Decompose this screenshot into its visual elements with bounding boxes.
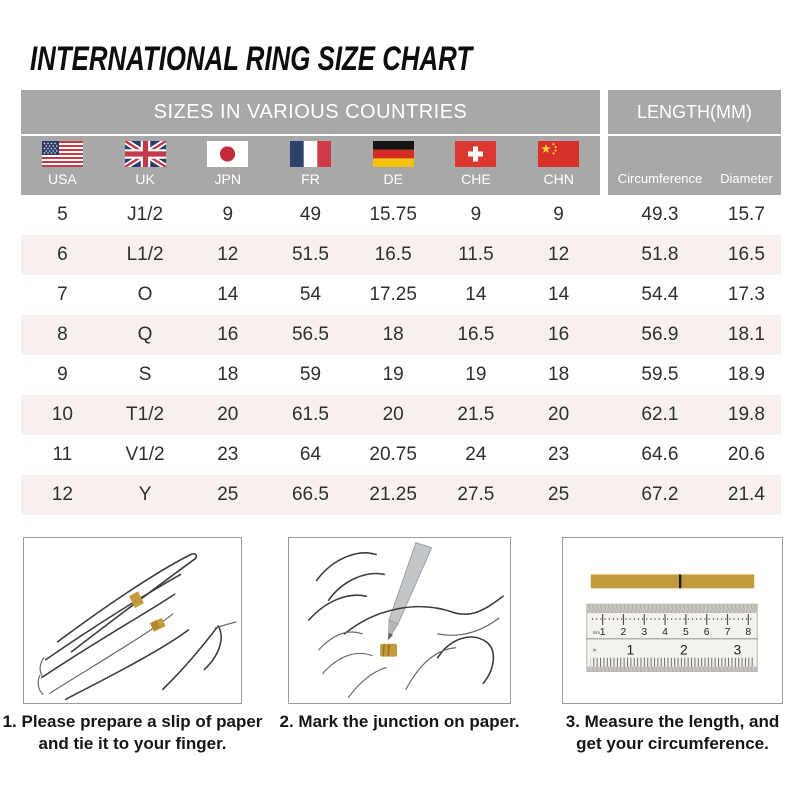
table-cell: 66.5 [291, 484, 329, 505]
countries-section-title: SIZES IN VARIOUS COUNTRIES [21, 90, 600, 134]
column-label: DE [383, 171, 403, 187]
svg-text:in: in [592, 647, 597, 653]
table-cell: 21.5 [457, 404, 495, 425]
table-cell: J1/2 [127, 204, 164, 225]
length-section-title: LENGTH(MM) [608, 90, 781, 134]
table-cell: 18.1 [727, 324, 765, 345]
table-cell: 54 [299, 284, 322, 305]
table-cell: 23 [217, 444, 239, 465]
table-body [21, 195, 781, 515]
table-row [21, 275, 781, 315]
table-cell: 7 [57, 284, 68, 305]
table-cell: S [138, 364, 152, 385]
table-cell: 27.5 [457, 484, 495, 505]
hand-with-paper-strip-illustration [23, 537, 242, 704]
table-cell: 8 [57, 324, 68, 345]
caption-line: get your circumference. [576, 734, 769, 754]
table-cell: 51.5 [291, 244, 329, 265]
table-cell: 62.1 [641, 404, 679, 425]
table-cell: 20 [217, 404, 239, 425]
svg-text:8: 8 [745, 626, 752, 638]
table-cell: 9 [57, 364, 68, 385]
table-cell: 16.5 [727, 244, 765, 265]
table-cell: 23 [548, 444, 570, 465]
step-1 [2, 537, 263, 756]
ruler-illustration [562, 537, 783, 704]
france-flag-icon [290, 141, 331, 167]
japan-flag-icon [207, 141, 248, 167]
ring-size-table [21, 90, 781, 515]
table-cell: 14 [465, 284, 487, 305]
svg-text:3: 3 [733, 641, 742, 658]
table-cell: 12 [51, 484, 73, 505]
table-cell: 9 [470, 204, 482, 225]
svg-text:2: 2 [680, 641, 688, 658]
table-cell: 19 [382, 364, 404, 385]
circumference-column-label: Circumference [617, 171, 703, 186]
table-row [21, 355, 781, 395]
step-2 [279, 537, 520, 733]
hand-with-paper-strip-icon [24, 538, 241, 703]
table-cell: 49.3 [641, 204, 679, 225]
column-header-uk [104, 136, 187, 195]
table-cell: T1/2 [126, 404, 165, 425]
column-label: FR [301, 171, 320, 187]
flags-row [21, 136, 600, 195]
column-header-de [352, 136, 435, 195]
table-row [21, 435, 781, 475]
column-header-chn [517, 136, 600, 195]
table-cell: 11 [52, 444, 73, 465]
step-2-caption [260, 711, 540, 733]
table-row [21, 475, 781, 515]
page-title: INTERNATIONAL RING SIZE CHART [30, 40, 473, 78]
uk-flag-icon [125, 141, 166, 167]
table-cell: 67.2 [641, 484, 679, 505]
table-cell: 12 [548, 244, 570, 265]
table-cell: 20.6 [727, 444, 765, 465]
usa-flag-icon [42, 141, 83, 167]
diameter-column-label: Diameter [720, 171, 773, 186]
countries-header-section [21, 90, 600, 195]
table-cell: Y [138, 484, 152, 505]
table-cell: 20.75 [369, 444, 417, 465]
step-3 [562, 537, 783, 756]
table-cell: 9 [222, 204, 234, 225]
svg-text:7: 7 [724, 626, 731, 638]
table-cell: 25 [548, 484, 570, 505]
table-row [21, 235, 781, 275]
table-cell: 59 [299, 364, 322, 385]
table-cell: 21.4 [727, 484, 765, 505]
caption-line: 2. Mark the junction on paper. [279, 712, 520, 731]
table-cell: V1/2 [125, 444, 165, 465]
table-cell: 56.5 [291, 324, 329, 345]
table-cell: 24 [465, 444, 487, 465]
caption-line: and tie it to your finger. [38, 734, 227, 754]
table-cell: 16.5 [374, 244, 412, 265]
column-header-fr [269, 136, 352, 195]
step-1-caption [0, 711, 273, 756]
caption-line: 1. Please prepare a slip of paper [2, 712, 263, 731]
ruler-measuring-strip-icon [563, 538, 782, 703]
table-header [21, 90, 781, 195]
table-cell: 16 [217, 324, 239, 345]
column-header-jpn [186, 136, 269, 195]
table-cell: L1/2 [126, 244, 164, 265]
step-3-caption [533, 711, 800, 756]
svg-text:mm: mm [592, 629, 601, 635]
table-cell: 59.5 [641, 364, 679, 385]
column-label: CHN [543, 171, 574, 187]
svg-text:5: 5 [682, 626, 689, 638]
table-cell: Q [137, 324, 153, 345]
table-cell: 54.4 [641, 284, 679, 305]
svg-text:1: 1 [599, 626, 606, 638]
table-row [21, 395, 781, 435]
table-cell: 18 [217, 364, 239, 385]
mark-junction-illustration [288, 537, 511, 704]
table-cell: 14 [217, 284, 239, 305]
table-cell: 61.5 [291, 404, 329, 425]
length-header-section [608, 90, 781, 195]
svg-text:6: 6 [703, 626, 710, 638]
table-cell: 11.5 [458, 244, 494, 265]
table-cell: O [137, 284, 153, 305]
table-cell: 19 [465, 364, 487, 385]
column-label: JPN [214, 171, 241, 187]
table-cell: 18 [382, 324, 404, 345]
table-cell: 10 [51, 404, 73, 425]
table-cell: 56.9 [641, 324, 679, 345]
column-label: USA [47, 171, 77, 187]
column-header-che [435, 136, 518, 195]
length-subheaders [608, 136, 781, 195]
table-cell: 17.25 [369, 284, 417, 305]
table-row [21, 195, 781, 235]
table-cell: 12 [217, 244, 239, 265]
mark-junction-with-pen-icon [289, 538, 510, 703]
table-cell: 17.3 [727, 284, 765, 305]
column-label: CHE [461, 171, 491, 187]
table-cell: 19.8 [727, 404, 765, 425]
table-cell: 18 [548, 364, 570, 385]
table-cell: 20 [382, 404, 404, 425]
table-cell: 16 [548, 324, 570, 345]
table-cell: 15.7 [727, 204, 765, 225]
germany-flag-icon [373, 141, 414, 167]
table-cell: 14 [548, 284, 570, 305]
svg-text:3: 3 [641, 626, 648, 638]
table-cell: 6 [57, 244, 68, 265]
china-flag-icon [538, 141, 579, 167]
table-cell: 18.9 [727, 364, 765, 385]
column-label: UK [135, 171, 155, 187]
svg-text:1: 1 [626, 641, 635, 658]
svg-text:4: 4 [662, 626, 668, 638]
table-cell: 49 [299, 204, 322, 225]
table-cell: 25 [217, 484, 239, 505]
table-cell: 16.5 [457, 324, 495, 345]
caption-line: 3. Measure the length, and [565, 712, 780, 731]
table-row [21, 315, 781, 355]
table-cell: 64.6 [641, 444, 679, 465]
table-cell: 21.25 [369, 484, 417, 505]
switzerland-flag-icon [455, 141, 496, 167]
table-cell: 9 [553, 204, 564, 225]
table-cell: 51.8 [641, 244, 679, 265]
table-cell: 64 [299, 444, 322, 465]
table-cell: 15.75 [369, 204, 417, 225]
table-cell: 5 [57, 204, 68, 225]
table-cell: 20 [548, 404, 570, 425]
svg-text:2: 2 [620, 626, 627, 638]
column-header-usa [21, 136, 104, 195]
